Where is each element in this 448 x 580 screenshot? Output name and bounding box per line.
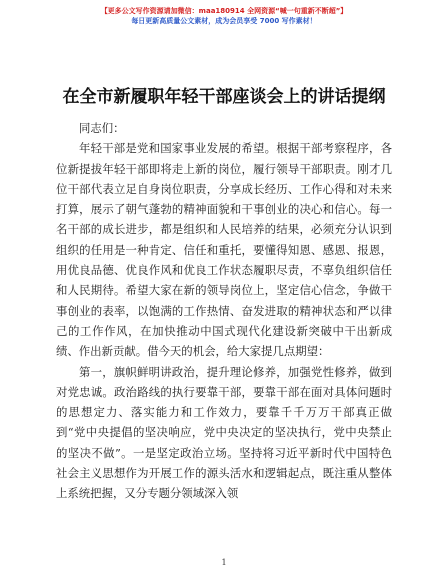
promo-banner <box>0 6 448 26</box>
promo-banner-line-2: 每日更新高质量公文素材，成为会员享受 7000 写作素材！ <box>131 17 317 25</box>
salutation: 同志们： <box>79 121 125 135</box>
document-body <box>56 118 392 504</box>
document-title: 在全市新履职年轻干部座谈会上的讲话提纲 <box>62 87 386 107</box>
paragraph-first-point: 第一，旗帜鲜明讲政治，提升理论修养，加强党性修养，做到对党忠诚。政治路线的执行要靠干部，要靠干部在面对具体问题时的思想定力、落实能力和工作效力，要靠千千万万干部真正做到“党中央提倡的坚决响应，党中央决定的坚决执行，党中央禁止的坚决不做”。一是坚定政治立场。坚持将习近平新时代中国特色社会主义思想作为开展工作的源头活水和逻辑起点，既注重从整体上系统把握，又分专题分领域深入领 <box>56 364 392 501</box>
page-number: 1 <box>221 558 227 567</box>
promo-banner-line-1: 【更多公文写作资源请加微信：maa180914 全网资源“喊一句重新不断超”】 <box>100 7 348 15</box>
paragraph-intro: 年轻干部是党和国家事业发展的希望。根据干部考察程序，各位新提拔年轻干部即将走上新的岗位，履行领导干部职责。刚才几位干部代表立足自身岗位职责，分享成长经历、工作心得和对未来打算，展示了朝气蓬勃的精神面貌和干事创业的决心和信心。每一名干部的成长进步，都是组织和人民培养的结果，必须充分认识到组织的任用是一种肯定、信任和重托，要懂得知恩、感恩、报恩，用优良品德、优良作风和优良工作状态履职尽责，不辜负组织信任和人民期待。希望大家在新的领导岗位上，坚定信心信念，争做干事创业的表率，以饱满的工作热情、奋发进取的精神状态和严以律己的工作作风，在加快推动中国式现代化建设新突破中干出新成绩、作出新贡献。借今天的机会，给大家提几点期望： <box>56 141 392 359</box>
